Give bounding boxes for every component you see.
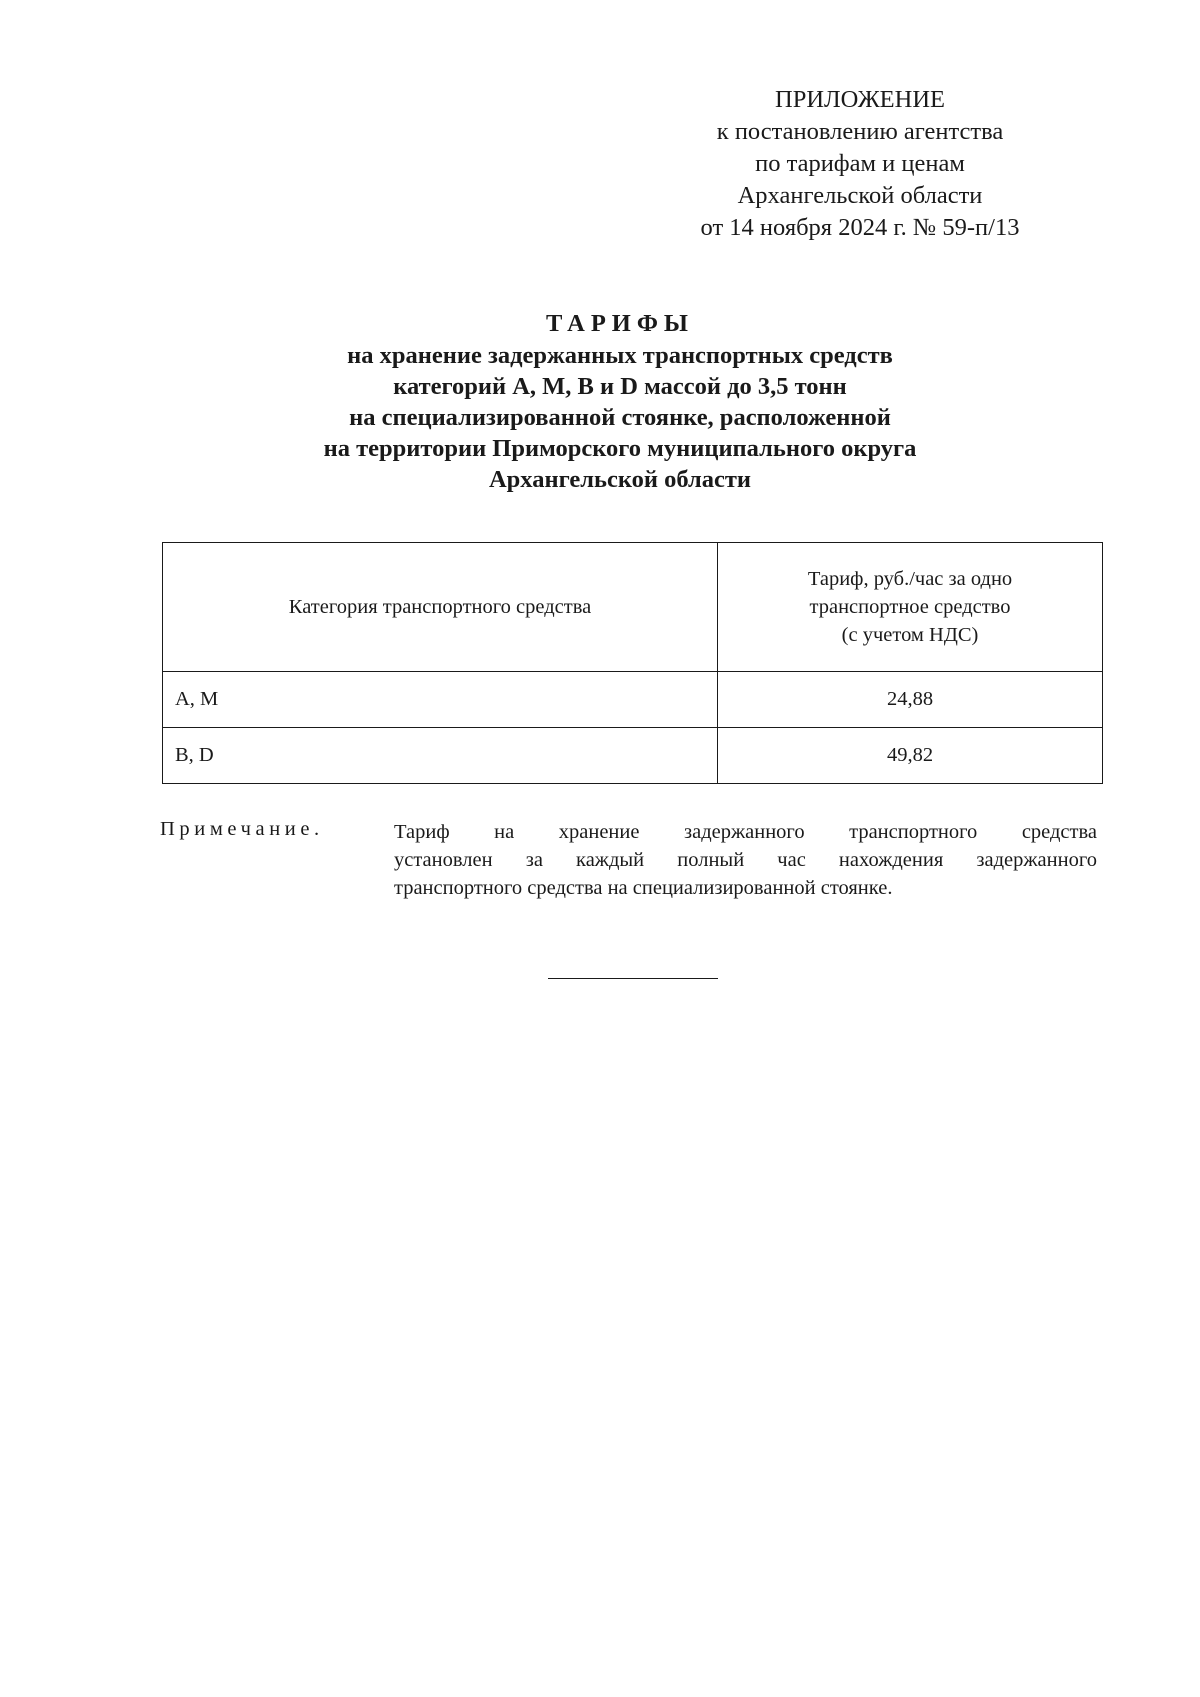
header-tariff	[718, 543, 1103, 672]
row-category: B, D	[163, 728, 718, 784]
title-main: ТАРИФЫ	[546, 310, 694, 337]
header-tariff-line: транспортное средство	[809, 596, 1011, 618]
title-line: на территории Приморского муниципального округа	[323, 435, 917, 462]
table-row	[163, 672, 1103, 728]
header-tariff-line: Тариф, руб./час за одно	[807, 568, 1013, 590]
appendix-line: Архангельской области	[737, 182, 983, 209]
note-line: установлен за каждый полный час нахождения задержанного	[394, 849, 1097, 871]
note-text	[394, 818, 1097, 902]
table-header-row	[163, 543, 1103, 672]
title-line: Архангельской области	[488, 466, 752, 493]
note-label: Примечание.	[160, 818, 324, 840]
title-line: на хранение задержанных транспортных средств	[347, 342, 893, 369]
note-line: транспортного средства на специализированной стоянке.	[394, 877, 893, 899]
title-line: категорий A, M, B и D массой до 3,5 тонн	[393, 373, 847, 400]
appendix-line: к постановлению агентства	[716, 118, 1004, 145]
appendix-line: по тарифам и ценам	[755, 150, 965, 177]
end-divider	[548, 978, 718, 979]
row-tariff: 24,88	[718, 672, 1103, 728]
note-line: Тариф на хранение задержанного транспортного средства	[394, 821, 1097, 843]
tariffs-table	[162, 542, 1103, 784]
row-tariff: 49,82	[718, 728, 1103, 784]
appendix-title: ПРИЛОЖЕНИЕ	[775, 86, 945, 113]
title-line: на специализированной стоянке, расположенной	[349, 404, 891, 431]
table-row	[163, 728, 1103, 784]
header-category: Категория транспортного средства	[163, 543, 718, 672]
header-tariff-line: (с учетом НДС)	[841, 624, 979, 646]
document-title	[150, 308, 1090, 495]
appendix-date-number: от 14 ноября 2024 г. № 59-п/13	[700, 214, 1020, 241]
row-category: A, M	[163, 672, 718, 728]
appendix-header	[660, 84, 1060, 244]
